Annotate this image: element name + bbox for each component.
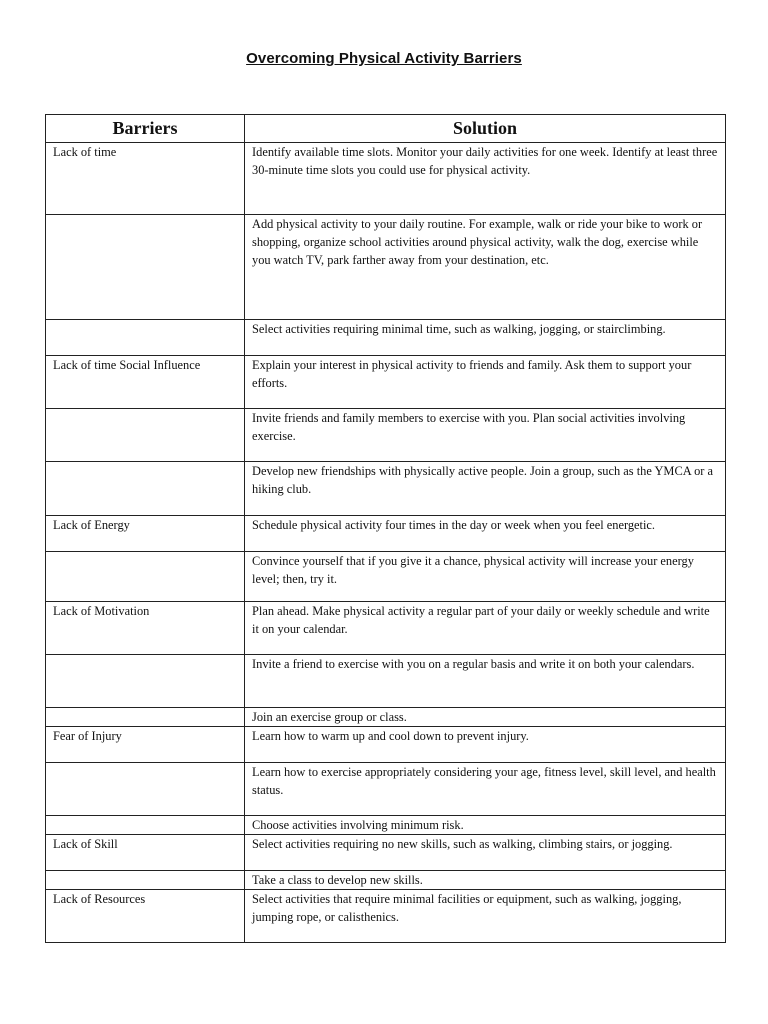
solution-cell: Learn how to exercise appropriately considering your age, fitness level, skill level, and health status. <box>245 763 726 816</box>
barrier-cell <box>46 320 245 356</box>
barrier-cell <box>46 462 245 516</box>
barrier-cell <box>46 655 245 708</box>
barrier-cell <box>46 763 245 816</box>
barrier-cell: Fear of Injury <box>46 727 245 763</box>
barrier-cell: Lack of time Social Influence <box>46 356 245 409</box>
solution-cell: Select activities requiring minimal time, such as walking, jogging, or stairclimbing. <box>245 320 726 356</box>
table-row <box>46 516 726 552</box>
table-row <box>46 763 726 816</box>
table-row <box>46 552 726 602</box>
barriers-table <box>45 114 726 943</box>
table-row <box>46 356 726 409</box>
table-row <box>46 215 726 320</box>
solution-cell: Choose activities involving minimum risk. <box>245 816 726 835</box>
solution-cell: Explain your interest in physical activity to friends and family. Ask them to support your efforts. <box>245 356 726 409</box>
table-row <box>46 655 726 708</box>
barrier-cell: Lack of Skill <box>46 835 245 871</box>
barrier-cell <box>46 871 245 890</box>
table-header-row <box>46 115 726 143</box>
solution-cell: Invite friends and family members to exercise with you. Plan social activities involving exercise. <box>245 409 726 462</box>
solution-cell: Plan ahead. Make physical activity a regular part of your daily or weekly schedule and write it on your calendar. <box>245 602 726 655</box>
table-row <box>46 708 726 727</box>
table-row <box>46 727 726 763</box>
solution-cell: Join an exercise group or class. <box>245 708 726 727</box>
solution-cell: Take a class to develop new skills. <box>245 871 726 890</box>
solution-cell: Select activities requiring no new skills, such as walking, climbing stairs, or jogging. <box>245 835 726 871</box>
barriers-column-header: Barriers <box>46 115 245 143</box>
page-title: Overcoming Physical Activity Barriers <box>246 50 522 67</box>
barrier-cell <box>46 708 245 727</box>
solution-cell: Add physical activity to your daily routine. For example, walk or ride your bike to work or shopping, organize school activities around physical activity, walk the dog, exercise while you watch TV, park farther away from your destination, etc. <box>245 215 726 320</box>
barrier-cell: Lack of Energy <box>46 516 245 552</box>
solution-cell: Schedule physical activity four times in the day or week when you feel energetic. <box>245 516 726 552</box>
solution-cell: Select activities that require minimal facilities or equipment, such as walking, jogging, jumping rope, or calisthenics. <box>245 890 726 943</box>
table-row <box>46 871 726 890</box>
barrier-cell <box>46 552 245 602</box>
table-row <box>46 835 726 871</box>
barrier-cell: Lack of Motivation <box>46 602 245 655</box>
table-row <box>46 409 726 462</box>
solution-column-header: Solution <box>245 115 726 143</box>
barrier-cell <box>46 409 245 462</box>
barrier-cell: Lack of time <box>46 143 245 215</box>
table-row <box>46 320 726 356</box>
solution-cell: Learn how to warm up and cool down to prevent injury. <box>245 727 726 763</box>
table-row <box>46 462 726 516</box>
table-row <box>46 816 726 835</box>
table-row <box>46 890 726 943</box>
solution-cell: Invite a friend to exercise with you on a regular basis and write it on both your calendars. <box>245 655 726 708</box>
solution-cell: Develop new friendships with physically active people. Join a group, such as the YMCA or a hiking club. <box>245 462 726 516</box>
solution-cell: Convince yourself that if you give it a chance, physical activity will increase your energy level; then, try it. <box>245 552 726 602</box>
table-row <box>46 602 726 655</box>
barrier-cell: Lack of Resources <box>46 890 245 943</box>
barrier-cell <box>46 215 245 320</box>
barrier-cell <box>46 816 245 835</box>
solution-cell: Identify available time slots. Monitor your daily activities for one week. Identify at least three 30-minute time slots you could use for physical activity. <box>245 143 726 215</box>
table-row <box>46 143 726 215</box>
